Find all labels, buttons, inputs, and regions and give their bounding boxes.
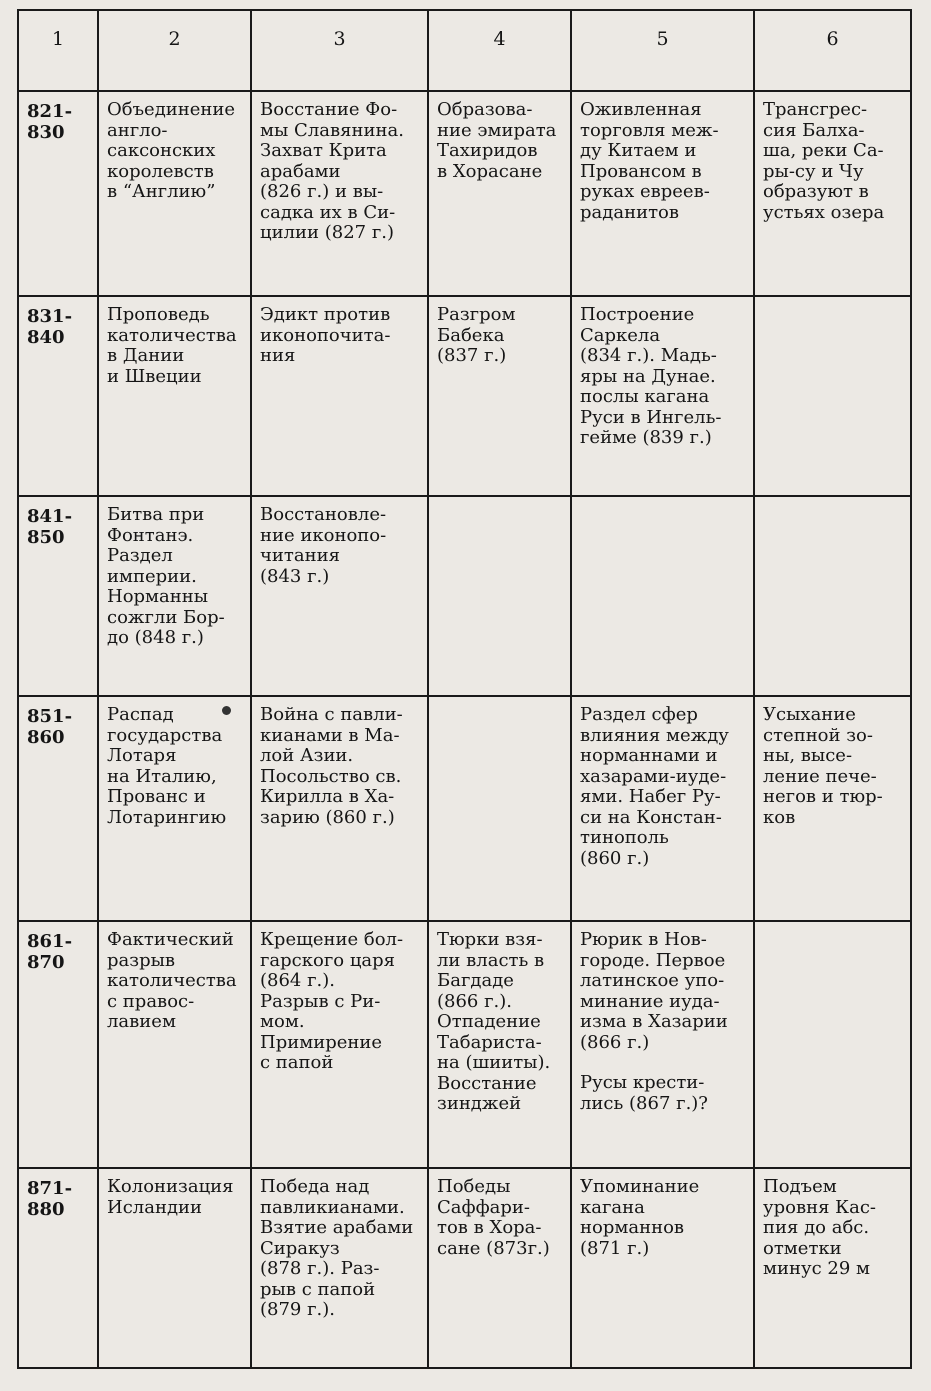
cell-text-line: павликианами.: [260, 1196, 405, 1218]
table-row: [18, 296, 911, 496]
event-cell: [428, 91, 571, 296]
cell-text-line: влияния между: [580, 724, 729, 746]
period-cell: [18, 1168, 98, 1368]
cell-text-line: лись (867 г.)?: [580, 1092, 708, 1114]
cell-text-line: с папой: [260, 1052, 334, 1073]
event-cell: [428, 921, 571, 1168]
table-row: [18, 496, 911, 696]
cell-text-line: гейме (839 г.): [580, 427, 712, 448]
cell-text-line: руках евреев-: [580, 181, 710, 202]
column-header: 5: [571, 10, 754, 91]
cell-text-line: саксонских: [107, 140, 216, 161]
period-line: 870: [27, 951, 65, 973]
event-cell: [251, 496, 428, 696]
period-cell: [18, 496, 98, 696]
cell-text-line: в Хорасане: [437, 160, 543, 182]
period-line: 840: [27, 326, 65, 348]
cell-text-line: ша, реки Са-: [763, 140, 884, 161]
cell-text-line: зарию (860 г.): [260, 806, 395, 828]
cell-text-line: мом.: [260, 1011, 305, 1032]
cell-text-line: тов в Хора-: [437, 1217, 542, 1238]
cell-text-line: Восстановле-: [260, 504, 387, 525]
period-line: 841-: [27, 506, 73, 527]
header-row: [18, 10, 911, 91]
cell-text-line: уровня Кас-: [763, 1196, 876, 1218]
table-row: [18, 91, 911, 296]
cell-text-line: в Дании: [107, 345, 185, 366]
cell-text-line: читания: [260, 545, 340, 566]
event-cell: [98, 296, 251, 496]
event-cell: [428, 1168, 571, 1368]
cell-text-line: Объединение: [107, 99, 236, 120]
cell-text-line: [580, 1053, 749, 1073]
ink-spot: [222, 706, 231, 715]
cell-text-line: минание иуда-: [580, 990, 720, 1012]
period-cell: [18, 91, 98, 296]
cell-text-line: ны, высе-: [763, 745, 853, 766]
cell-text-line: Победа над: [260, 1176, 370, 1197]
cell-text-line: лой Азии.: [260, 745, 354, 766]
event-cell: [98, 91, 251, 296]
cell-text-line: си на Констан-: [580, 806, 722, 828]
cell-text-line: минус 29 м: [763, 1258, 871, 1279]
cell-text-line: (843 г.): [260, 565, 330, 587]
cell-text-line: ями. Набег Ру-: [580, 786, 721, 807]
cell-text-line: отметки: [763, 1237, 842, 1259]
cell-text-line: Восстание: [437, 1072, 537, 1094]
cell-text-line: сия Балха-: [763, 119, 865, 141]
cell-text-line: Исландии: [107, 1196, 203, 1218]
cell-text-line: латинское упо-: [580, 970, 725, 991]
cell-text-line: ния: [260, 345, 296, 366]
cell-text-line: ли власть в: [437, 949, 545, 971]
cell-text-line: иконопочита-: [260, 324, 391, 346]
cell-text-line: кагана: [580, 1196, 645, 1218]
cell-text-line: королевств: [107, 160, 214, 182]
cell-text-line: Образова-: [437, 99, 533, 120]
cell-text-line: Табариста-: [437, 1031, 542, 1053]
cell-text-line: до (848 г.): [107, 627, 204, 648]
period-line: 871-: [27, 1178, 73, 1199]
event-cell: [571, 91, 754, 296]
cell-text-line: на Италию,: [107, 765, 217, 787]
cell-text-line: Упоминание: [580, 1176, 700, 1197]
cell-text-line: Распад: [107, 704, 174, 725]
cell-text-line: империи.: [107, 565, 197, 587]
cell-text-line: государства: [107, 724, 223, 746]
chronology-table: [17, 9, 912, 1369]
cell-text-line: и Швеции: [107, 365, 202, 387]
cell-text-line: цилии (827 г.): [260, 222, 394, 243]
cell-text-line: Трансгрес-: [763, 99, 868, 120]
column-header: 3: [251, 10, 428, 91]
cell-text-line: раданитов: [580, 201, 679, 223]
table-row: [18, 696, 911, 921]
cell-text-line: гарского царя: [260, 949, 396, 971]
cell-text-line: (826 г.) и вы-: [260, 181, 384, 202]
cell-text-line: рыв с папой: [260, 1278, 376, 1300]
cell-text-line: кианами в Ма-: [260, 724, 400, 746]
cell-text-line: (860 г.): [580, 847, 650, 869]
cell-text-line: Колонизация: [107, 1176, 234, 1197]
cell-text-line: мы Славянина.: [260, 119, 404, 141]
cell-text-line: Провансом в: [580, 160, 702, 182]
cell-text-line: ние иконопо-: [260, 524, 387, 546]
cell-text-line: Бабека: [437, 324, 505, 346]
cell-text-line: Война с павли-: [260, 704, 403, 725]
cell-text-line: англо-: [107, 119, 168, 141]
cell-text-line: на (шииты).: [437, 1052, 551, 1073]
cell-text-line: Саффари-: [437, 1196, 531, 1218]
cell-text-line: устьях озера: [763, 201, 885, 223]
cell-text-line: Руси в Ингель-: [580, 406, 722, 428]
period-line: 850: [27, 526, 65, 548]
event-cell: [98, 696, 251, 921]
cell-text-line: Взятие арабами: [260, 1217, 414, 1238]
event-cell: [754, 496, 911, 696]
cell-text-line: католичества: [107, 324, 237, 346]
period-cell: [18, 296, 98, 496]
cell-text-line: норманнов: [580, 1217, 685, 1238]
column-header: 6: [754, 10, 911, 91]
cell-text-line: (878 г.). Раз-: [260, 1258, 380, 1279]
cell-text-line: в “Англию”: [107, 181, 216, 202]
cell-text-line: (871 г.): [580, 1237, 650, 1259]
event-cell: [98, 496, 251, 696]
cell-text-line: Битва при: [107, 504, 205, 525]
cell-text-line: (864 г.).: [260, 970, 335, 991]
cell-text-line: Оживленная: [580, 99, 702, 120]
cell-text-line: (834 г.). Мадь-: [580, 345, 717, 366]
period-line: 851-: [27, 706, 73, 727]
event-cell: [571, 496, 754, 696]
period-cell: [18, 921, 98, 1168]
cell-text-line: Раздел сфер: [580, 704, 698, 725]
event-cell: [98, 1168, 251, 1368]
table-row: [18, 1168, 911, 1368]
period-line: 860: [27, 726, 65, 748]
column-header: 1: [18, 10, 98, 91]
event-cell: [754, 91, 911, 296]
cell-text-line: Победы: [437, 1176, 511, 1197]
period-cell: [18, 696, 98, 921]
cell-text-line: ков: [763, 806, 796, 828]
period-line: 821-: [27, 101, 73, 122]
cell-text-line: разрыв: [107, 949, 176, 971]
event-cell: [754, 296, 911, 496]
cell-text-line: степной зо-: [763, 724, 873, 746]
cell-text-line: Подъем: [763, 1176, 837, 1197]
cell-text-line: яры на Дунае.: [580, 365, 716, 387]
event-cell: [754, 921, 911, 1168]
cell-text-line: торговля меж-: [580, 119, 719, 141]
table-row: [18, 921, 911, 1168]
cell-text-line: образуют в: [763, 181, 869, 202]
cell-text-line: Усыхание: [763, 704, 856, 725]
cell-text-line: послы кагана: [580, 386, 710, 407]
event-cell: [428, 696, 571, 921]
cell-text-line: арабами: [260, 160, 341, 182]
cell-text-line: сожгли Бор-: [107, 606, 225, 628]
cell-text-line: сане (873г.): [437, 1237, 550, 1259]
cell-text-line: Крещение бол-: [260, 929, 404, 950]
event-cell: [754, 1168, 911, 1368]
cell-text-line: зинджей: [437, 1093, 522, 1114]
event-cell: [571, 1168, 754, 1368]
event-cell: [251, 696, 428, 921]
cell-text-line: изма в Хазарии: [580, 1011, 728, 1032]
cell-text-line: Саркела: [580, 324, 661, 346]
cell-text-line: садка их в Си-: [260, 201, 396, 223]
column-header: 4: [428, 10, 571, 91]
event-cell: [571, 296, 754, 496]
event-cell: [251, 296, 428, 496]
cell-text-line: Фактический: [107, 929, 234, 950]
period-line: 880: [27, 1198, 65, 1220]
cell-text-line: (879 г.).: [260, 1299, 335, 1320]
period-line: 830: [27, 121, 65, 143]
event-cell: [571, 921, 754, 1168]
event-cell: [251, 1168, 428, 1368]
cell-text-line: негов и тюр-: [763, 786, 883, 807]
event-cell: [251, 91, 428, 296]
cell-text-line: Эдикт против: [260, 304, 391, 325]
cell-text-line: хазарами-иуде-: [580, 765, 727, 787]
cell-text-line: Русы крести-: [580, 1072, 705, 1093]
cell-text-line: Тахиридов: [437, 140, 538, 161]
cell-text-line: (866 г.).: [437, 990, 512, 1012]
cell-text-line: Построение: [580, 304, 695, 325]
period-line: 831-: [27, 306, 73, 327]
event-cell: [428, 296, 571, 496]
cell-text-line: Багдаде: [437, 970, 514, 991]
cell-text-line: Разрыв с Ри-: [260, 990, 381, 1012]
cell-text-line: Рюрик в Нов-: [580, 929, 707, 950]
event-cell: [251, 921, 428, 1168]
event-cell: [428, 496, 571, 696]
cell-text-line: пия до абс.: [763, 1217, 870, 1238]
cell-text-line: Разгром: [437, 304, 516, 325]
event-cell: [98, 921, 251, 1168]
cell-text-line: Норманны: [107, 586, 209, 607]
cell-text-line: ние эмирата: [437, 119, 557, 141]
cell-text-line: Проповедь: [107, 304, 210, 325]
cell-text-line: Посольство св.: [260, 765, 402, 787]
cell-text-line: лавием: [107, 1011, 176, 1032]
cell-text-line: Примирение: [260, 1031, 383, 1053]
cell-text-line: (866 г.): [580, 1031, 650, 1053]
event-cell: [571, 696, 754, 921]
cell-text-line: (837 г.): [437, 345, 507, 366]
cell-text-line: Лотаря: [107, 745, 177, 766]
cell-text-line: Тюрки взя-: [437, 929, 543, 950]
event-cell: [754, 696, 911, 921]
cell-text-line: ры-су и Чу: [763, 160, 864, 182]
column-header: 2: [98, 10, 251, 91]
cell-text-line: Восстание Фо-: [260, 99, 398, 120]
cell-text-line: Лотарингию: [107, 806, 227, 828]
cell-text-line: Сиракуз: [260, 1237, 340, 1259]
cell-text-line: католичества: [107, 970, 237, 991]
cell-text-line: ду Китаем и: [580, 140, 697, 161]
cell-text-line: с правос-: [107, 990, 195, 1012]
cell-text-line: тинополь: [580, 827, 669, 848]
cell-text-line: городе. Первое: [580, 949, 726, 971]
cell-text-line: норманнами и: [580, 745, 718, 766]
cell-text-line: Фонтанэ.: [107, 524, 194, 546]
period-line: 861-: [27, 931, 73, 952]
cell-text-line: Отпадение: [437, 1011, 541, 1032]
cell-text-line: Кирилла в Ха-: [260, 786, 395, 807]
cell-text-line: Прованс и: [107, 786, 206, 807]
cell-text-line: ление пече-: [763, 765, 877, 787]
cell-text-line: Раздел: [107, 545, 173, 566]
cell-text-line: Захват Крита: [260, 140, 387, 161]
